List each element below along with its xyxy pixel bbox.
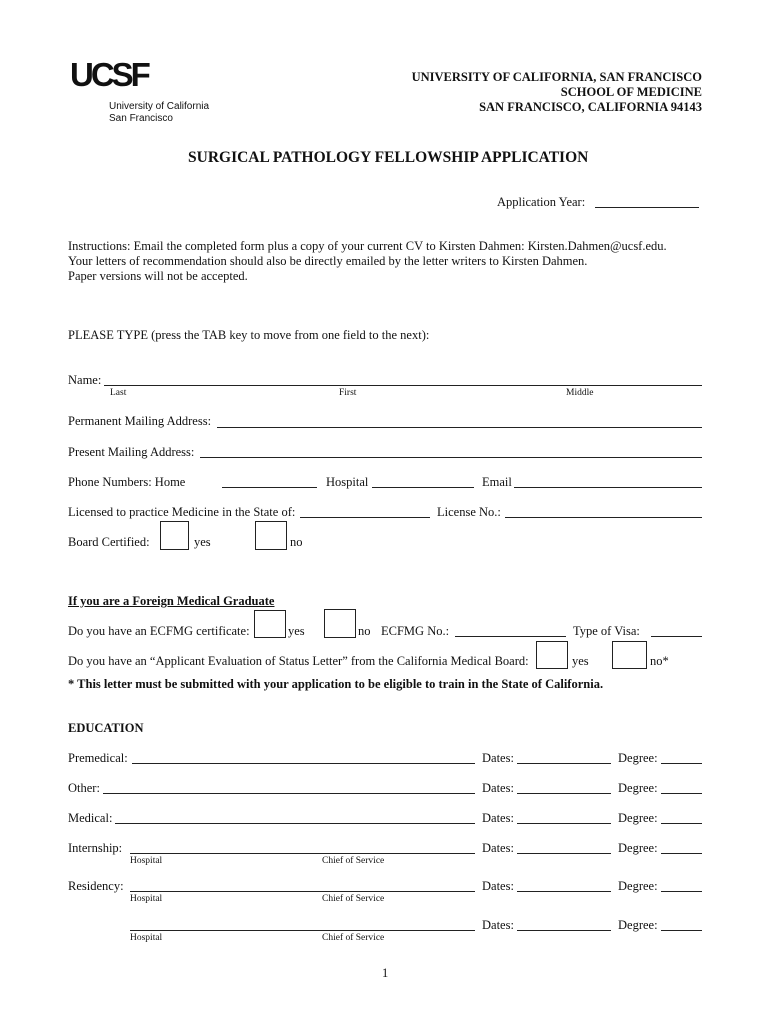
name-last-caption: Last xyxy=(110,388,127,398)
premedical-field[interactable] xyxy=(132,763,475,764)
status-letter-no-label: no* xyxy=(650,654,669,668)
premedical-degree-field[interactable] xyxy=(661,763,702,764)
other-degree-field[interactable] xyxy=(661,793,702,794)
phone-hospital-field[interactable] xyxy=(372,487,474,488)
ucsf-logo: UCSF xyxy=(70,56,148,93)
internship-dates-field[interactable] xyxy=(517,853,611,854)
internship-degree-label: Degree: xyxy=(618,841,658,855)
instructions-line-3: Paper versions will not be accepted. xyxy=(68,269,248,283)
application-year-field[interactable] xyxy=(595,207,699,208)
name-middle-caption: Middle xyxy=(566,388,594,398)
premedical-dates-label: Dates: xyxy=(482,751,514,765)
ecfmg-no-checkbox[interactable] xyxy=(324,609,356,638)
residency-chief-caption-1: Chief of Service xyxy=(322,894,385,904)
please-type-note: PLEASE TYPE (press the TAB key to move from one field to the next): xyxy=(68,328,430,342)
licensed-state-label: Licensed to practice Medicine in the State of: xyxy=(68,505,296,519)
visa-type-field[interactable] xyxy=(651,636,702,637)
license-no-label: License No.: xyxy=(437,505,501,519)
other-degree-label: Degree: xyxy=(618,781,658,795)
residency-degree-label-1: Degree: xyxy=(618,879,658,893)
medical-degree-field[interactable] xyxy=(661,823,702,824)
name-label: Name: xyxy=(68,373,102,387)
name-first-caption: First xyxy=(339,388,357,398)
internship-degree-field[interactable] xyxy=(661,853,702,854)
premedical-label: Premedical: xyxy=(68,751,128,765)
residency-dates-label-1: Dates: xyxy=(482,879,514,893)
other-label: Other: xyxy=(68,781,100,795)
residency-field-2[interactable] xyxy=(130,930,475,931)
status-letter-no-checkbox[interactable] xyxy=(612,641,647,669)
logo-line-1: University of California xyxy=(109,101,210,112)
other-field[interactable] xyxy=(103,793,475,794)
internship-hospital-caption: Hospital xyxy=(130,856,163,866)
instructions-line-2: Your letters of recommendation should also be directly emailed by the letter writers to Kirsten Dahmen. xyxy=(68,254,588,268)
internship-field[interactable] xyxy=(130,853,475,854)
present-address-label: Present Mailing Address: xyxy=(68,445,195,459)
residency-hospital-caption-1: Hospital xyxy=(130,894,163,904)
residency-degree-field-1[interactable] xyxy=(661,891,702,892)
application-year-label: Application Year: xyxy=(497,195,586,209)
residency-label: Residency: xyxy=(68,879,124,893)
phone-hospital-label: Hospital xyxy=(326,475,369,489)
page-number: 1 xyxy=(382,966,389,980)
other-dates-field[interactable] xyxy=(517,793,611,794)
education-heading: EDUCATION xyxy=(68,721,144,735)
header-city: SAN FRANCISCO, CALIFORNIA 94143 xyxy=(479,100,702,114)
instructions-line-1: Instructions: Email the completed form plus a copy of your current CV to Kirsten Dahmen: Kirsten.Dahmen@ucsf.edu. xyxy=(68,239,667,253)
residency-field-1[interactable] xyxy=(130,891,475,892)
medical-label: Medical: xyxy=(68,811,113,825)
ecfmg-question: Do you have an ECFMG certificate: xyxy=(68,624,250,638)
permanent-address-label: Permanent Mailing Address: xyxy=(68,414,212,428)
residency-dates-field-2[interactable] xyxy=(517,930,611,931)
residency-dates-field-1[interactable] xyxy=(517,891,611,892)
internship-chief-caption: Chief of Service xyxy=(322,856,385,866)
phone-home-label: Phone Numbers: Home xyxy=(68,475,186,489)
ecfmg-yes-label: yes xyxy=(288,624,305,638)
permanent-address-field[interactable] xyxy=(217,427,702,428)
board-certified-no-label: no xyxy=(290,535,303,549)
internship-label: Internship: xyxy=(68,841,123,855)
ecfmg-number-field[interactable] xyxy=(455,636,566,637)
header-university: UNIVERSITY OF CALIFORNIA, SAN FRANCISCO xyxy=(411,70,702,84)
medical-degree-label: Degree: xyxy=(618,811,658,825)
residency-degree-label-2: Degree: xyxy=(618,918,658,932)
license-no-field[interactable] xyxy=(505,517,702,518)
header-school: SCHOOL OF MEDICINE xyxy=(560,85,702,99)
page-title: SURGICAL PATHOLOGY FELLOWSHIP APPLICATION xyxy=(188,149,589,166)
ecfmg-number-label: ECFMG No.: xyxy=(381,624,450,638)
other-dates-label: Dates: xyxy=(482,781,514,795)
internship-dates-label: Dates: xyxy=(482,841,514,855)
medical-dates-field[interactable] xyxy=(517,823,611,824)
phone-home-field[interactable] xyxy=(222,487,317,488)
ecfmg-no-label: no xyxy=(358,624,371,638)
name-field[interactable] xyxy=(104,385,702,386)
residency-dates-label-2: Dates: xyxy=(482,918,514,932)
status-letter-note: * This letter must be submitted with your application to be eligible to train in the State of California. xyxy=(68,677,604,691)
residency-chief-caption-2: Chief of Service xyxy=(322,933,385,943)
board-certified-yes-label: yes xyxy=(194,535,211,549)
email-field[interactable] xyxy=(514,487,702,488)
visa-type-label: Type of Visa: xyxy=(573,624,640,638)
medical-field[interactable] xyxy=(115,823,475,824)
foreign-graduate-heading: If you are a Foreign Medical Graduate xyxy=(68,594,275,608)
residency-hospital-caption-2: Hospital xyxy=(130,933,163,943)
status-letter-question: Do you have an “Applicant Evaluation of Status Letter” from the California Medical Board: xyxy=(68,654,529,668)
medical-dates-label: Dates: xyxy=(482,811,514,825)
board-certified-label: Board Certified: xyxy=(68,535,150,549)
logo-line-2: San Francisco xyxy=(109,113,173,124)
premedical-dates-field[interactable] xyxy=(517,763,611,764)
email-label: Email xyxy=(482,475,512,489)
ecfmg-yes-checkbox[interactable] xyxy=(254,610,286,638)
present-address-field[interactable] xyxy=(200,457,702,458)
board-certified-no-checkbox[interactable] xyxy=(255,521,287,550)
licensed-state-field[interactable] xyxy=(300,517,430,518)
status-letter-yes-label: yes xyxy=(572,654,589,668)
premedical-degree-label: Degree: xyxy=(618,751,658,765)
board-certified-yes-checkbox[interactable] xyxy=(160,521,189,550)
status-letter-yes-checkbox[interactable] xyxy=(536,641,568,669)
residency-degree-field-2[interactable] xyxy=(661,930,702,931)
